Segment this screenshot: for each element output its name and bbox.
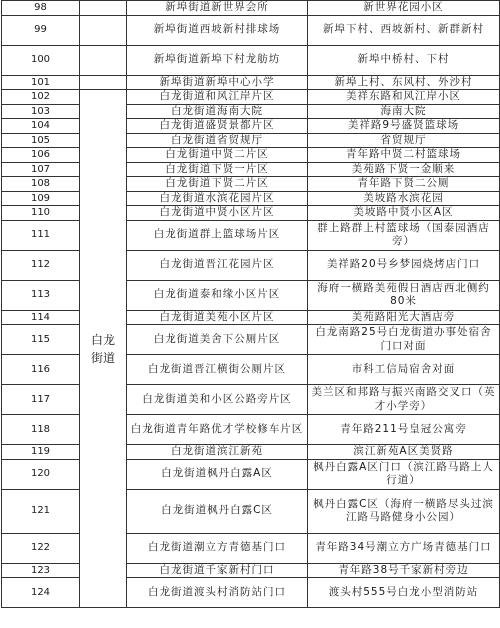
row-number: 115	[2, 325, 80, 355]
table-row	[2, 15, 500, 45]
table-row	[2, 119, 500, 134]
station-address: 美坡路水滨花园	[308, 191, 500, 206]
station-name: 白龙街道滨江新苑	[127, 445, 308, 460]
row-number: 119	[2, 445, 80, 460]
row-number: 103	[2, 104, 80, 119]
station-name: 白龙街道渡头村消防站门口	[127, 578, 308, 608]
station-address: 新世界花园小区	[308, 1, 500, 16]
station-address: 新埠下村、西坡新村、新群新村	[308, 15, 500, 45]
table-row	[2, 148, 500, 163]
row-number: 117	[2, 385, 80, 415]
station-name: 白龙街道和风江岸片区	[127, 90, 308, 105]
station-name: 白龙街道下贤一片区	[127, 162, 308, 177]
table-row	[2, 75, 500, 90]
station-name: 白龙街道海南大院	[127, 104, 308, 119]
district-cell	[80, 45, 127, 75]
station-name: 白龙街道盛贤景都片区	[127, 119, 308, 134]
row-number: 108	[2, 177, 80, 192]
table-row	[2, 162, 500, 177]
table-row	[2, 250, 500, 280]
table-row	[2, 310, 500, 325]
station-address: 青年路中贤二村篮球场	[308, 148, 500, 163]
table-row	[2, 325, 500, 355]
station-name: 白龙街道潮立方青德基门口	[127, 533, 308, 563]
table-row	[2, 90, 500, 105]
station-address: 青年路38号千家新村旁边	[308, 563, 500, 578]
table-row	[2, 104, 500, 119]
row-number: 124	[2, 578, 80, 608]
station-name: 新埠街道新埠中心小学	[127, 75, 308, 90]
row-number: 122	[2, 533, 80, 563]
row-number: 102	[2, 90, 80, 105]
station-name: 白龙街道晋江花园片区	[127, 250, 308, 280]
station-address: 海南大院	[308, 104, 500, 119]
station-address: 青年路211号皇冠公寓旁	[308, 415, 500, 445]
station-address: 美坡路中贤小区A区	[308, 206, 500, 221]
station-name: 白龙街道群上篮球场片区	[127, 220, 308, 250]
row-number: 114	[2, 310, 80, 325]
table-row	[2, 177, 500, 192]
table-row	[2, 459, 500, 489]
district-label: 白龙	[90, 332, 115, 347]
row-number: 110	[2, 206, 80, 221]
station-address: 滨江新苑A区美贤路	[308, 445, 500, 460]
station-address: 美兰区和邦路与振兴南路交叉口（英才小学旁）	[308, 385, 500, 415]
station-name: 白龙街道省贸规厅	[127, 133, 308, 148]
station-address: 美祥东路和风江岸小区	[308, 90, 500, 105]
table-row	[2, 45, 500, 75]
row-number: 123	[2, 563, 80, 578]
row-number: 101	[2, 75, 80, 90]
station-name: 白龙街道千家新村门口	[127, 563, 308, 578]
table-row	[2, 533, 500, 563]
polling-station-table	[1, 0, 500, 608]
row-number: 113	[2, 280, 80, 310]
row-number: 105	[2, 133, 80, 148]
table-row	[2, 385, 500, 415]
station-name: 新埠街道新埠下村龙舫坊	[127, 45, 308, 75]
table-row	[2, 489, 500, 533]
table-row	[2, 355, 500, 385]
district-cell	[80, 90, 127, 608]
row-number: 116	[2, 355, 80, 385]
district-label: 街道	[90, 350, 115, 365]
row-number: 120	[2, 459, 80, 489]
station-name: 白龙街道美和小区公路旁片区	[127, 385, 308, 415]
station-address: 新埠上村、东风村、外沙村	[308, 75, 500, 90]
station-name: 白龙街道中贤小区片区	[127, 206, 308, 221]
table-row	[2, 445, 500, 460]
station-address: 美祥路20号乡梦园烧烤店门口	[308, 250, 500, 280]
station-address: 海府一横路美苑假日酒店西北侧约80米	[308, 280, 500, 310]
row-number: 99	[2, 15, 80, 45]
table-row	[2, 415, 500, 445]
station-address: 省贸规厅	[308, 133, 500, 148]
district-cell	[80, 1, 127, 16]
station-address: 白龙南路25号白龙街道办事处宿舍门口对面	[308, 325, 500, 355]
station-name: 白龙街道下贤二片区	[127, 177, 308, 192]
table-row	[2, 280, 500, 310]
station-name: 白龙街道青年路优才学校修车片区	[127, 415, 308, 445]
station-name: 白龙街道泰和缘小区片区	[127, 280, 308, 310]
table-body	[2, 1, 500, 608]
station-name: 白龙街道枫丹白露C区	[127, 489, 308, 533]
row-number: 104	[2, 119, 80, 134]
station-name: 白龙街道枫丹白露A区	[127, 459, 308, 489]
row-number: 107	[2, 162, 80, 177]
station-address: 渡头村555号白龙小型消防站	[308, 578, 500, 608]
table-row	[2, 578, 500, 608]
station-address: 美苑路下贤一金顺来	[308, 162, 500, 177]
station-address: 美祥路9号盛贤篮球场	[308, 119, 500, 134]
station-name: 新埠街道西坡新村排球场	[127, 15, 308, 45]
row-number: 118	[2, 415, 80, 445]
station-name: 白龙街道中贤二片区	[127, 148, 308, 163]
station-address: 枫丹白露C区（海府一横路尽头过滨江路马路健身小公园）	[308, 489, 500, 533]
table-row	[2, 1, 500, 16]
station-address: 新埠中桥村、下村	[308, 45, 500, 75]
table-row	[2, 220, 500, 250]
station-name: 白龙街道美舍下公厕片区	[127, 325, 308, 355]
table-row	[2, 563, 500, 578]
station-address: 枫丹白露A区门口（滨江路马路上人行道）	[308, 459, 500, 489]
row-number: 109	[2, 191, 80, 206]
station-name: 白龙街道晋江横街公厕片区	[127, 355, 308, 385]
row-number: 112	[2, 250, 80, 280]
row-number: 106	[2, 148, 80, 163]
station-address: 美苑路阳光大酒店旁	[308, 310, 500, 325]
station-address: 青年路34号潮立方广场青德基门口	[308, 533, 500, 563]
station-address: 市科工信局宿舍对面	[308, 355, 500, 385]
district-cell	[80, 75, 127, 90]
table-row	[2, 206, 500, 221]
station-address: 群上路群上村篮球场（国泰园酒店旁）	[308, 220, 500, 250]
station-name: 新埠街道新世界会所	[127, 1, 308, 16]
row-number: 100	[2, 45, 80, 75]
row-number: 98	[2, 1, 80, 16]
district-cell	[80, 15, 127, 45]
station-name: 白龙街道美苑小区片区	[127, 310, 308, 325]
table-row	[2, 191, 500, 206]
row-number: 121	[2, 489, 80, 533]
station-name: 白龙街道水滨花园片区	[127, 191, 308, 206]
table-row	[2, 133, 500, 148]
row-number: 111	[2, 220, 80, 250]
station-address: 青年路下贤二公厕	[308, 177, 500, 192]
